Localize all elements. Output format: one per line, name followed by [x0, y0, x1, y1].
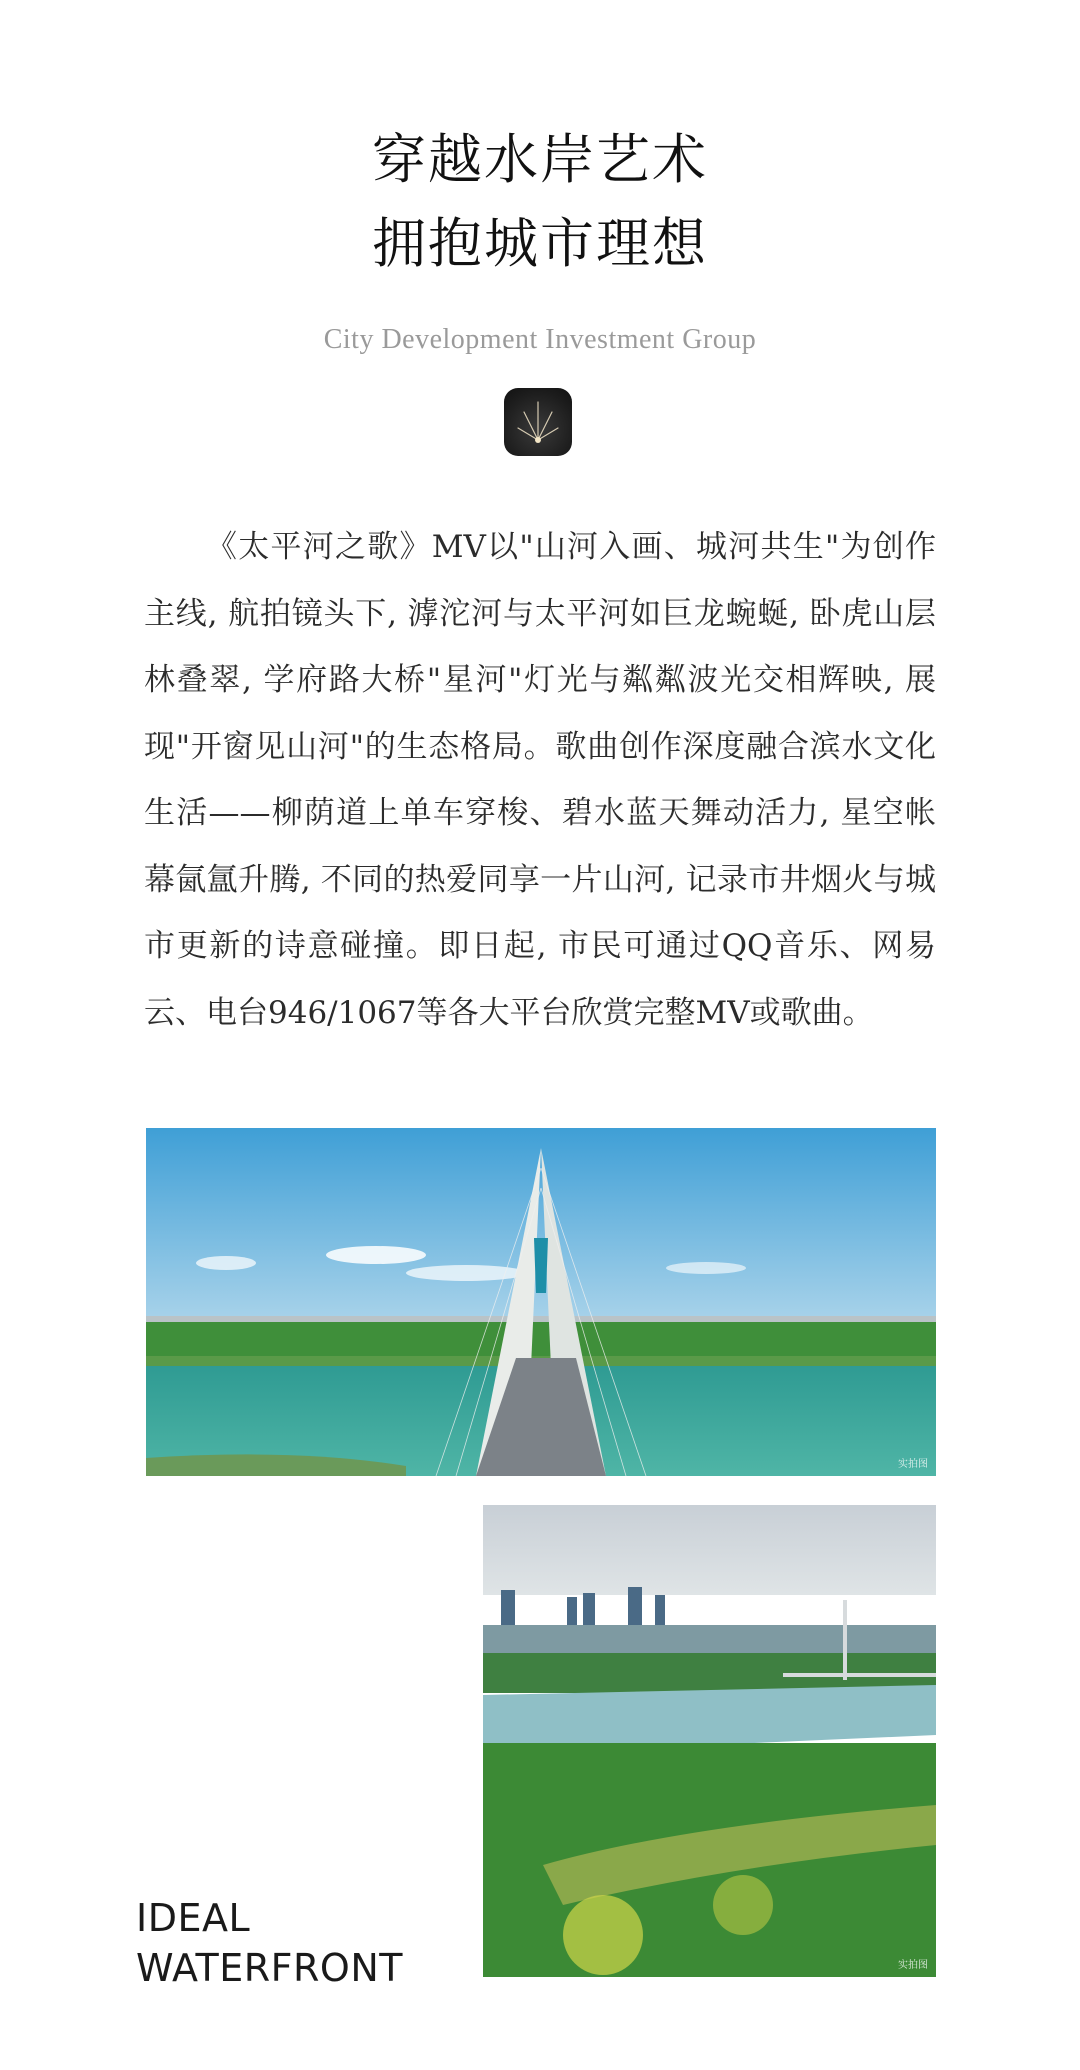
bridge-photo — [146, 1128, 936, 1476]
article-paragraph: 《太平河之歌》MV以"山河入画、城河共生"为创作主线, 航拍镜头下, 滹沱河与太平河如巨龙蜿蜒, 卧虎山层林叠翠, 学府路大桥"星河"灯光与粼粼波光交相辉映, 展现"开窗见山河"的生态格局。歌曲创作深度融合滨水文化生活——柳荫道上单车穿梭、碧水蓝天舞动活力, 星空帐幕氤氲升腾, 不同的热爱同享一片山河, 记录市井烟火与城市更新的诗意碰撞。即日起, 市民可通过QQ音乐、网易云、电台946/1067等各大平台欣赏完整MV或歌曲。 — [144, 529, 936, 1031]
caption-line-1: IDEAL — [136, 1896, 251, 1940]
bridge-watermark: 实拍图 — [898, 1459, 928, 1470]
caption-line-2: WATERFRONT — [136, 1946, 403, 1990]
park-photo — [483, 1505, 936, 1977]
subtitle: City Development Investment Group — [323, 324, 757, 355]
park-watermark: 实拍图 — [898, 1960, 928, 1971]
firework-thumbnail-icon — [504, 388, 572, 456]
title-line-2: 拥抱城市理想 — [372, 212, 708, 275]
page-title — [0, 118, 1080, 286]
ideal-waterfront-caption — [136, 1893, 403, 1993]
title-line-1: 穿越水岸艺术 — [372, 128, 708, 191]
